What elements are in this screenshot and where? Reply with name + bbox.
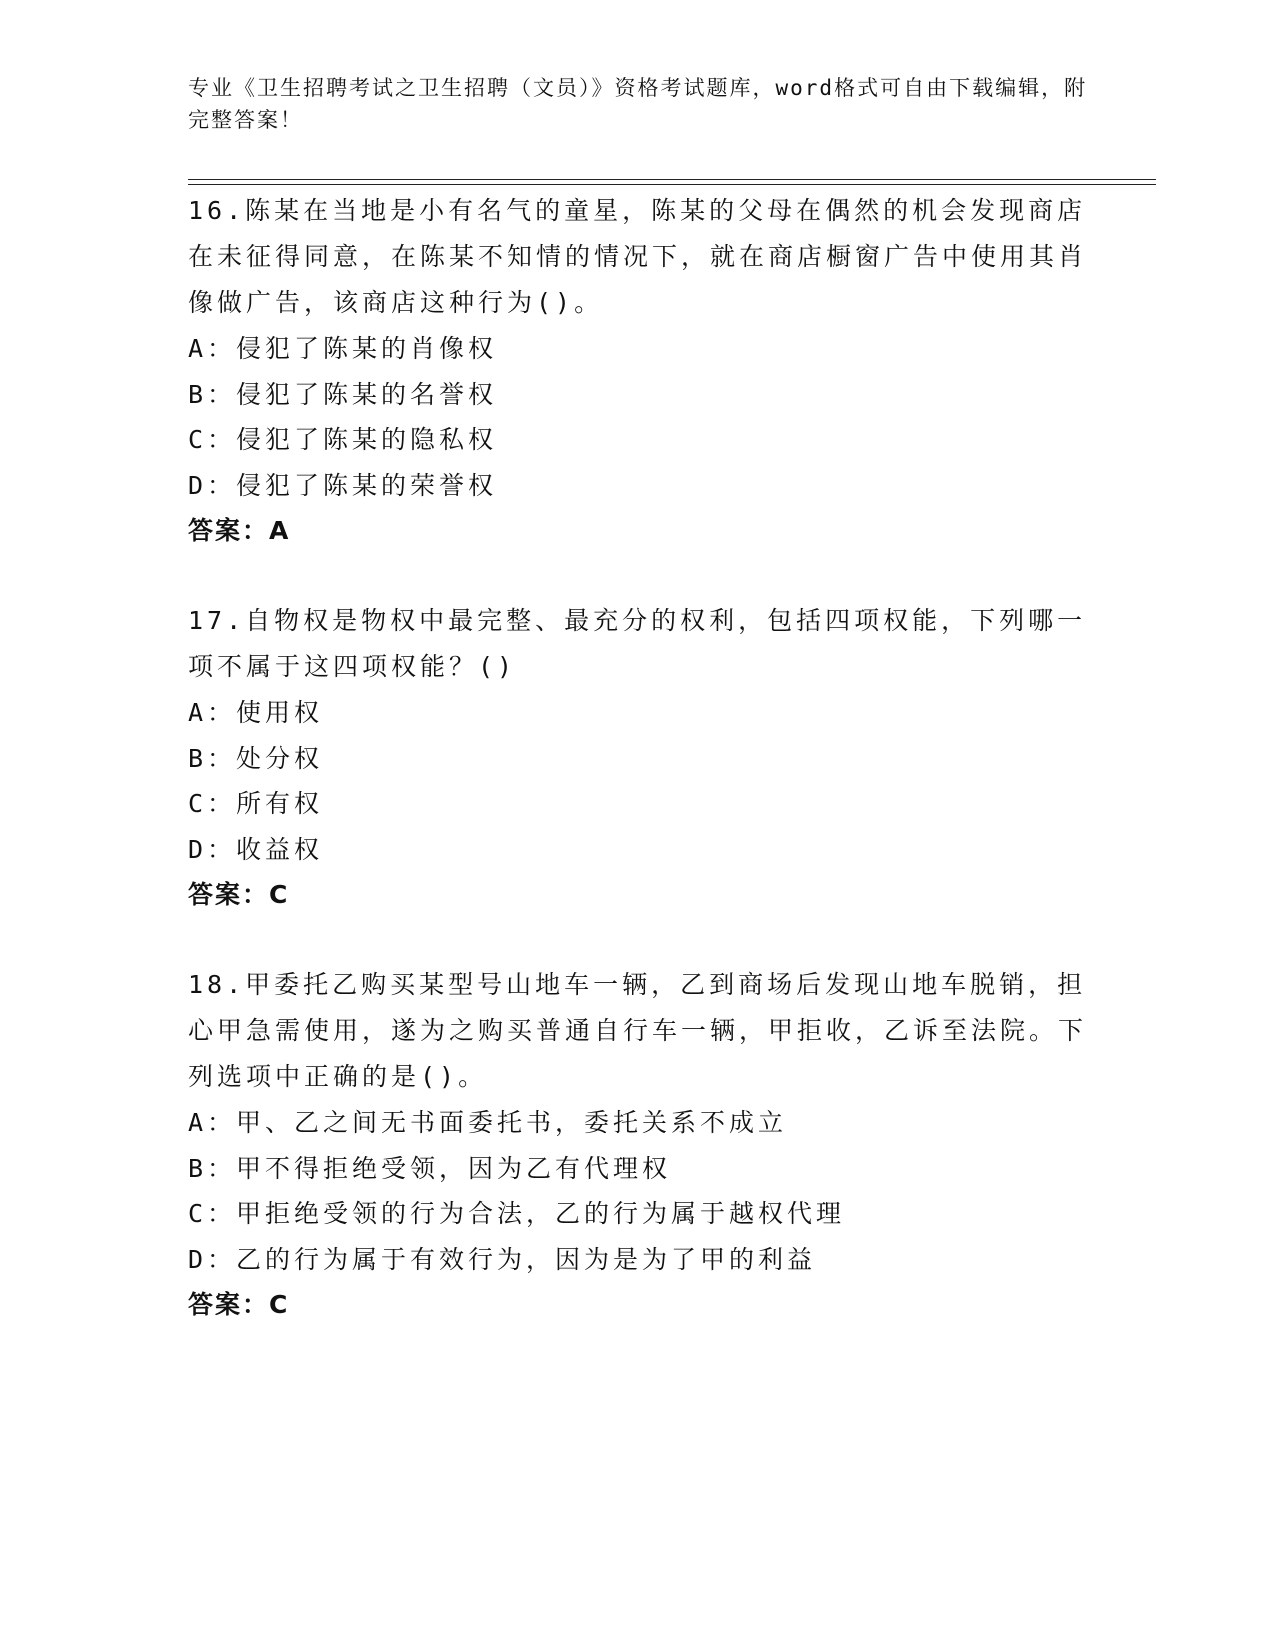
document-header: 专业《卫生招聘考试之卫生招聘（文员）》资格考试题库，word格式可自由下载编辑，附完整答案！ xyxy=(188,76,1088,132)
question-stem: 18.甲委托乙购买某型号山地车一辆，乙到商场后发现山地车脱销，担心甲急需使用，遂为之购买普通自行车一辆，甲拒收，乙诉至法院。下列选项中正确的是()。 xyxy=(188,970,1088,1091)
option-d: D：收益权 xyxy=(188,834,324,864)
question-16 xyxy=(188,188,1088,554)
question-17 xyxy=(188,598,1088,918)
question-18 xyxy=(188,962,1088,1328)
option-b: B：处分权 xyxy=(188,743,324,773)
answer: 答案：C xyxy=(188,1290,290,1319)
option-d: D：乙的行为属于有效行为，因为是为了甲的利益 xyxy=(188,1244,817,1274)
question-stem: 17.自物权是物权中最完整、最充分的权利，包括四项权能，下列哪一项不属于这四项权能？() xyxy=(188,606,1087,681)
option-c: C：侵犯了陈某的隐私权 xyxy=(188,425,498,454)
option-c: C：甲拒绝受领的行为合法，乙的行为属于越权代理 xyxy=(188,1199,846,1228)
option-c: C：所有权 xyxy=(188,789,324,818)
option-b: B：甲不得拒绝受领，因为乙有代理权 xyxy=(188,1153,672,1183)
answer: 答案：A xyxy=(188,516,291,545)
header-divider-top xyxy=(188,179,1156,180)
option-d: D：侵犯了陈某的荣誉权 xyxy=(188,470,498,500)
answer: 答案：C xyxy=(188,880,290,909)
option-b: B：侵犯了陈某的名誉权 xyxy=(188,379,498,409)
question-stem: 16.陈某在当地是小有名气的童星，陈某的父母在偶然的机会发现商店在未征得同意，在陈某不知情的情况下，就在商店橱窗广告中使用其肖像做广告，该商店这种行为()。 xyxy=(188,196,1088,317)
option-a: A：侵犯了陈某的肖像权 xyxy=(188,334,498,363)
option-a: A：使用权 xyxy=(188,698,324,727)
option-a: A：甲、乙之间无书面委托书，委托关系不成立 xyxy=(188,1108,788,1137)
header-divider-bottom xyxy=(188,184,1156,185)
